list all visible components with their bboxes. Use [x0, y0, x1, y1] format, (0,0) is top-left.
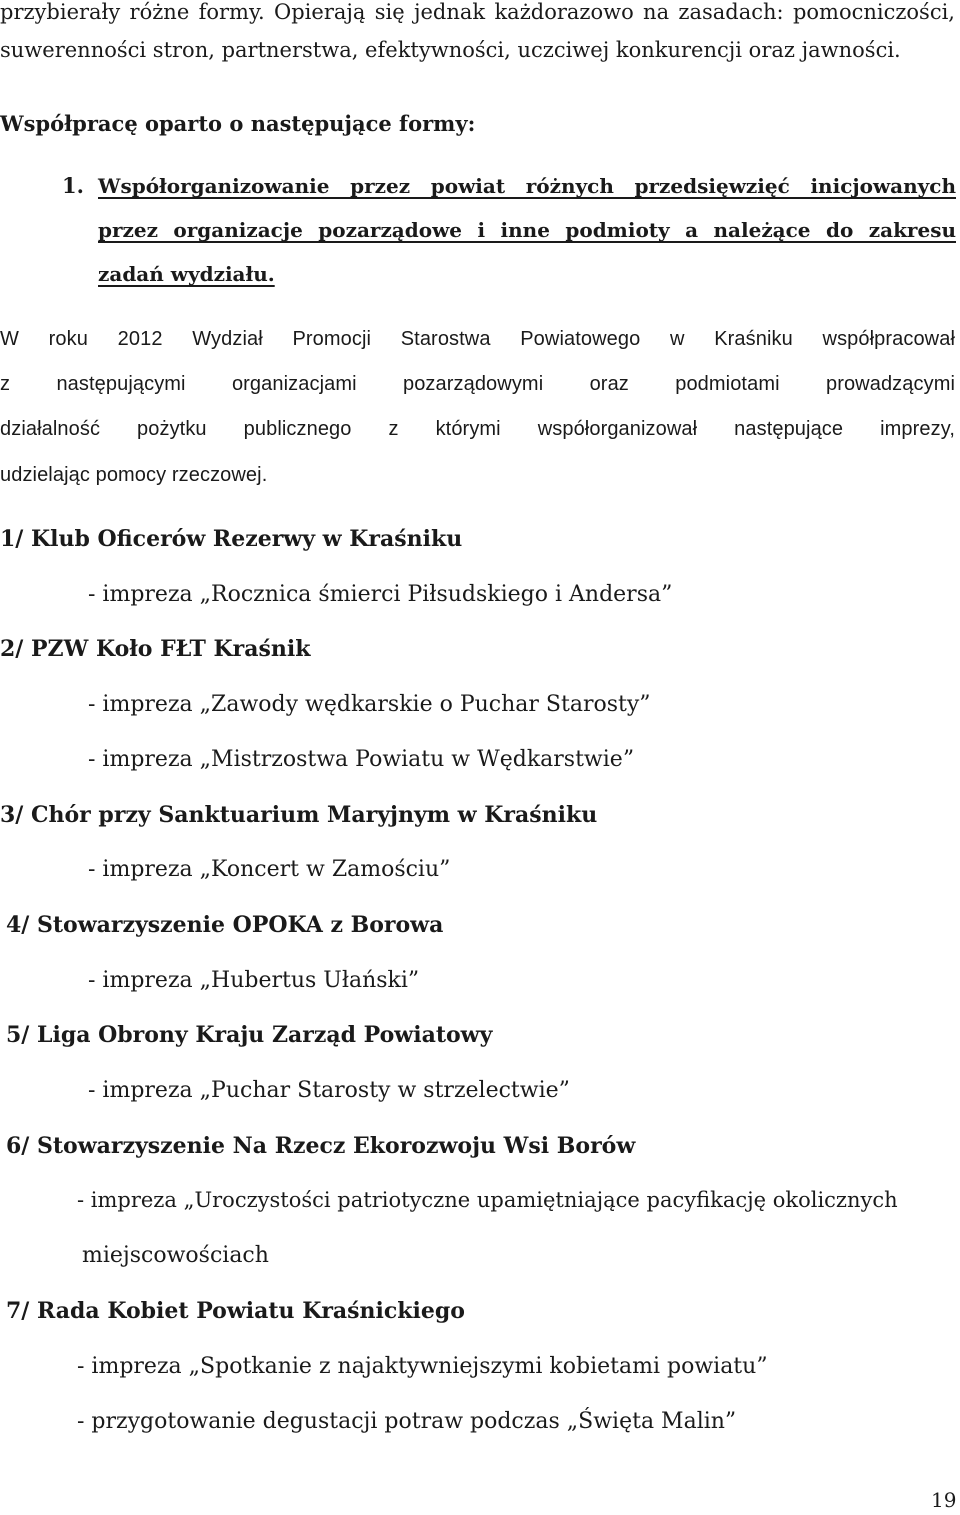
- org-2-event-1: - impreza „Zawody wędkarskie o Puchar Starosty”: [88, 692, 651, 717]
- org-6-event-2: miejscowościach: [82, 1243, 269, 1268]
- org-7-name: 7/ Rada Kobiet Powiatu Kraśnickiego: [6, 1298, 465, 1324]
- list-item-line-3: zadań wydziału.: [98, 262, 275, 286]
- list-item-line-1: Współorganizowanie przez powiat różnych przedsięwzięć inicjowanych: [98, 174, 956, 198]
- org-2-name: 2/ PZW Koło FŁT Kraśnik: [0, 636, 311, 662]
- intro-line-2: suwerenności stron, partnerstwa, efektywności, uczciwej konkurencji oraz jawności.: [0, 38, 901, 62]
- org-4-event-1: - impreza „Hubertus Ułański”: [88, 968, 420, 993]
- org-4-name: 4/ Stowarzyszenie OPOKA z Borowa: [6, 912, 444, 938]
- org-5-event-1: - impreza „Puchar Starosty w strzelectwie”: [88, 1078, 570, 1103]
- forms-heading: Współpracę oparto o następujące formy:: [0, 111, 476, 136]
- org-7-event-2: - przygotowanie degustacji potraw podczas „Święta Malin”: [77, 1409, 737, 1434]
- org-5-name: 5/ Liga Obrony Kraju Zarząd Powiatowy: [6, 1022, 493, 1048]
- org-6-name: 6/ Stowarzyszenie Na Rzecz Ekorozwoju Wsi Borów: [6, 1133, 636, 1159]
- org-7-event-1: - impreza „Spotkanie z najaktywniejszymi kobietami powiatu”: [77, 1354, 768, 1379]
- page-number: 19: [931, 1488, 957, 1512]
- org-2-event-2: - impreza „Mistrzostwa Powiatu w Wędkarstwie”: [88, 747, 635, 772]
- paragraph-line-1: W roku 2012 Wydział Promocji Starostwa Powiatowego w Kraśniku współpracował: [0, 328, 955, 350]
- intro-line-1: przybierały różne formy. Opierają się jednak każdorazowo na zasadach: pomocniczości,: [0, 0, 955, 24]
- list-number: 1.: [62, 173, 84, 198]
- paragraph-line-2: z następującymi organizacjami pozarządowymi oraz podmiotami prowadzącymi: [0, 373, 955, 395]
- org-6-event-1: - impreza „Uroczystości patriotyczne upamiętniające pacyfikację okolicznych: [77, 1188, 898, 1212]
- org-3-event-1: - impreza „Koncert w Zamościu”: [88, 857, 451, 882]
- list-item-line-2: przez organizacje pozarządowe i inne podmioty a należące do zakresu: [98, 218, 956, 242]
- org-3-name: 3/ Chór przy Sanktuarium Maryjnym w Kraśniku: [0, 802, 598, 828]
- paragraph-line-4: udzielając pomocy rzeczowej.: [0, 464, 268, 486]
- org-1-event-1: - impreza „Rocznica śmierci Piłsudskiego i Andersa”: [88, 582, 673, 607]
- paragraph-line-3: działalność pożytku publicznego z którymi współorganizował następujące imprezy,: [0, 418, 955, 440]
- org-1-name: 1/ Klub Oficerów Rezerwy w Kraśniku: [0, 526, 463, 552]
